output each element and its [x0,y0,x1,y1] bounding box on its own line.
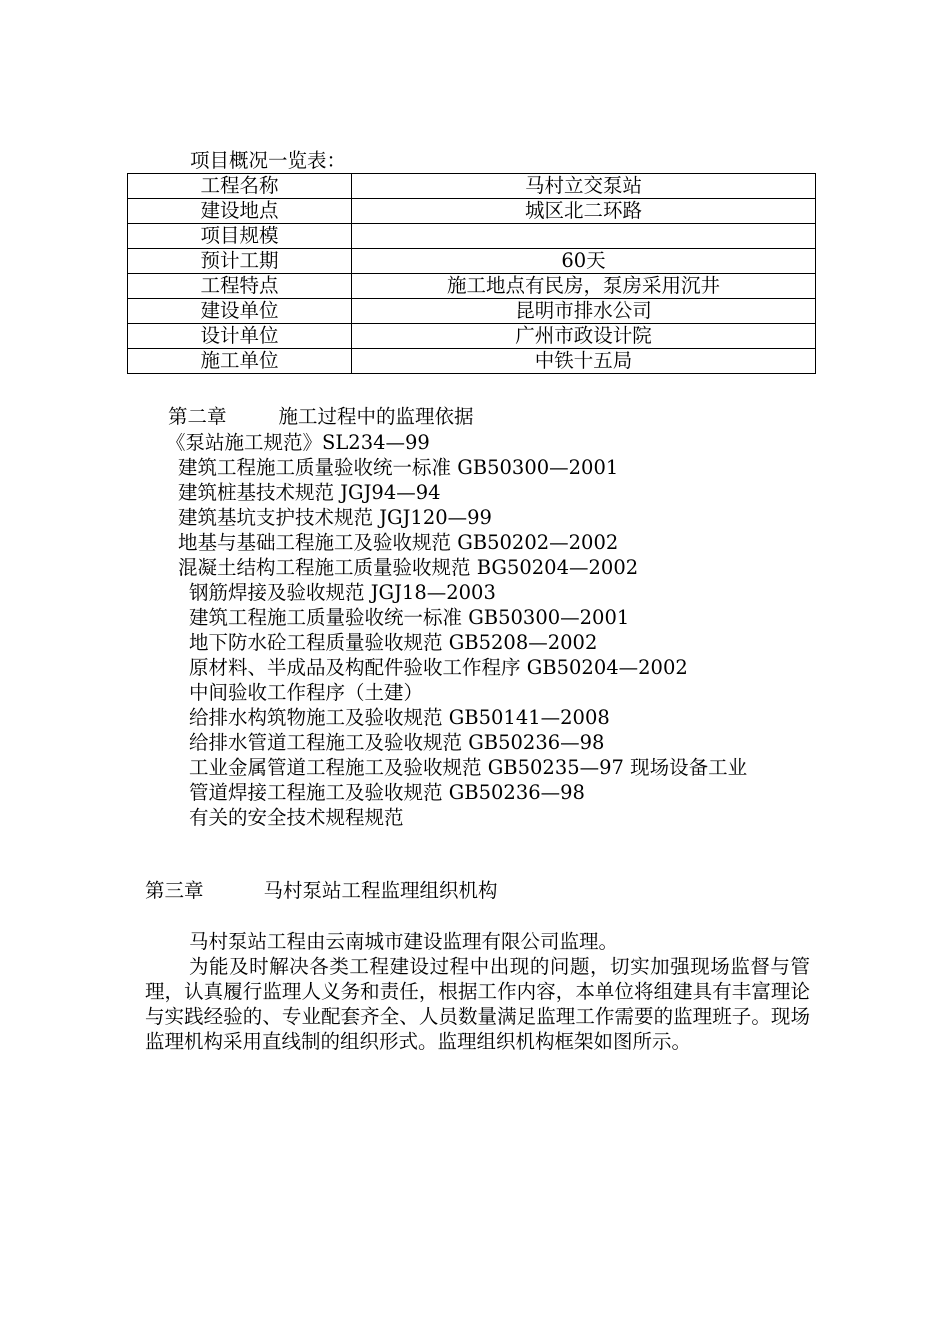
basis-item: 原材料、半成品及构配件验收工作程序 GB50204—2002 [189,656,688,679]
table-row [128,299,816,324]
chapter2-heading [168,405,474,429]
table-row [128,324,816,349]
table-title: 项目概况一览表： [190,149,347,172]
chapter3-body [145,929,810,1054]
table-row [128,349,816,374]
basis-item: 混凝土结构工程施工质量验收规范 BG50204—2002 [178,556,639,579]
row-label: 设计单位 [128,324,352,349]
row-label: 建设单位 [128,299,352,324]
row-label: 工程特点 [128,274,352,299]
row-label: 施工单位 [128,349,352,374]
basis-item: 工业金属管道工程施工及验收规范 GB50235—97 现场设备工业 [189,756,748,779]
chapter2-number: 第二章 [168,405,227,428]
basis-item: 地基与基础工程施工及验收规范 GB50202—2002 [178,531,619,554]
basis-item: 给排水构筑物施工及验收规范 GB50141—2008 [189,706,610,729]
row-label: 建设地点 [128,199,352,224]
paragraph: 马村泵站工程由云南城市建设监理有限公司监理。 [189,930,619,953]
chapter3-title: 马村泵站工程监理组织机构 [263,879,498,902]
basis-item: 钢筋焊接及验收规范 JGJ18—2003 [189,581,496,604]
row-label: 预计工期 [128,249,352,274]
row-label: 工程名称 [128,174,352,199]
row-value: 广州市政设计院 [352,324,816,349]
table-row [128,249,816,274]
basis-item: 有关的安全技术规程规范 [189,806,404,829]
basis-item: 地下防水砼工程质量验收规范 GB5208—2002 [189,631,598,654]
row-label: 项目规模 [128,224,352,249]
row-value: 60天 [352,249,816,274]
table-row [128,174,816,199]
table-row [128,224,816,249]
row-value: 城区北二环路 [352,199,816,224]
basis-item: 管道焊接工程施工及验收规范 GB50236—98 [189,781,585,804]
chapter3-heading [145,879,498,903]
chapter2-title: 施工过程中的监理依据 [278,405,474,428]
basis-item: 《泵站施工规范》SL234—99 [166,431,430,454]
basis-item: 建筑桩基技术规范 JGJ94—94 [178,481,441,504]
row-value: 昆明市排水公司 [352,299,816,324]
table-row [128,199,816,224]
table-row [128,274,816,299]
row-value: 施工地点有民房，泵房采用沉井 [352,274,816,299]
basis-item: 给排水管道工程施工及验收规范 GB50236—98 [189,731,605,754]
basis-item: 中间验收工作程序（土建） [189,681,424,704]
basis-item: 建筑工程施工质量验收统一标准 GB50300—2001 [189,606,630,629]
row-value: 中铁十五局 [352,349,816,374]
basis-item: 建筑工程施工质量验收统一标准 GB50300—2001 [178,456,619,479]
row-value [352,224,816,249]
project-overview-table [127,173,816,374]
row-value: 马村立交泵站 [352,174,816,199]
paragraph: 为能及时解决各类工程建设过程中出现的问题，切实加强现场监督与管理，认真履行监理人义务和责任，根据工作内容，本单位将组建具有丰富理论与实践经验的、专业配套齐全、人员数量满足监理工作需要的监理班子。现场监理机构采用直线制的组织形式。监理组织机构框架如图所示。 [145,955,810,1053]
basis-item: 建筑基坑支护技术规范 JGJ120—99 [178,506,492,529]
chapter3-number: 第三章 [145,879,204,902]
